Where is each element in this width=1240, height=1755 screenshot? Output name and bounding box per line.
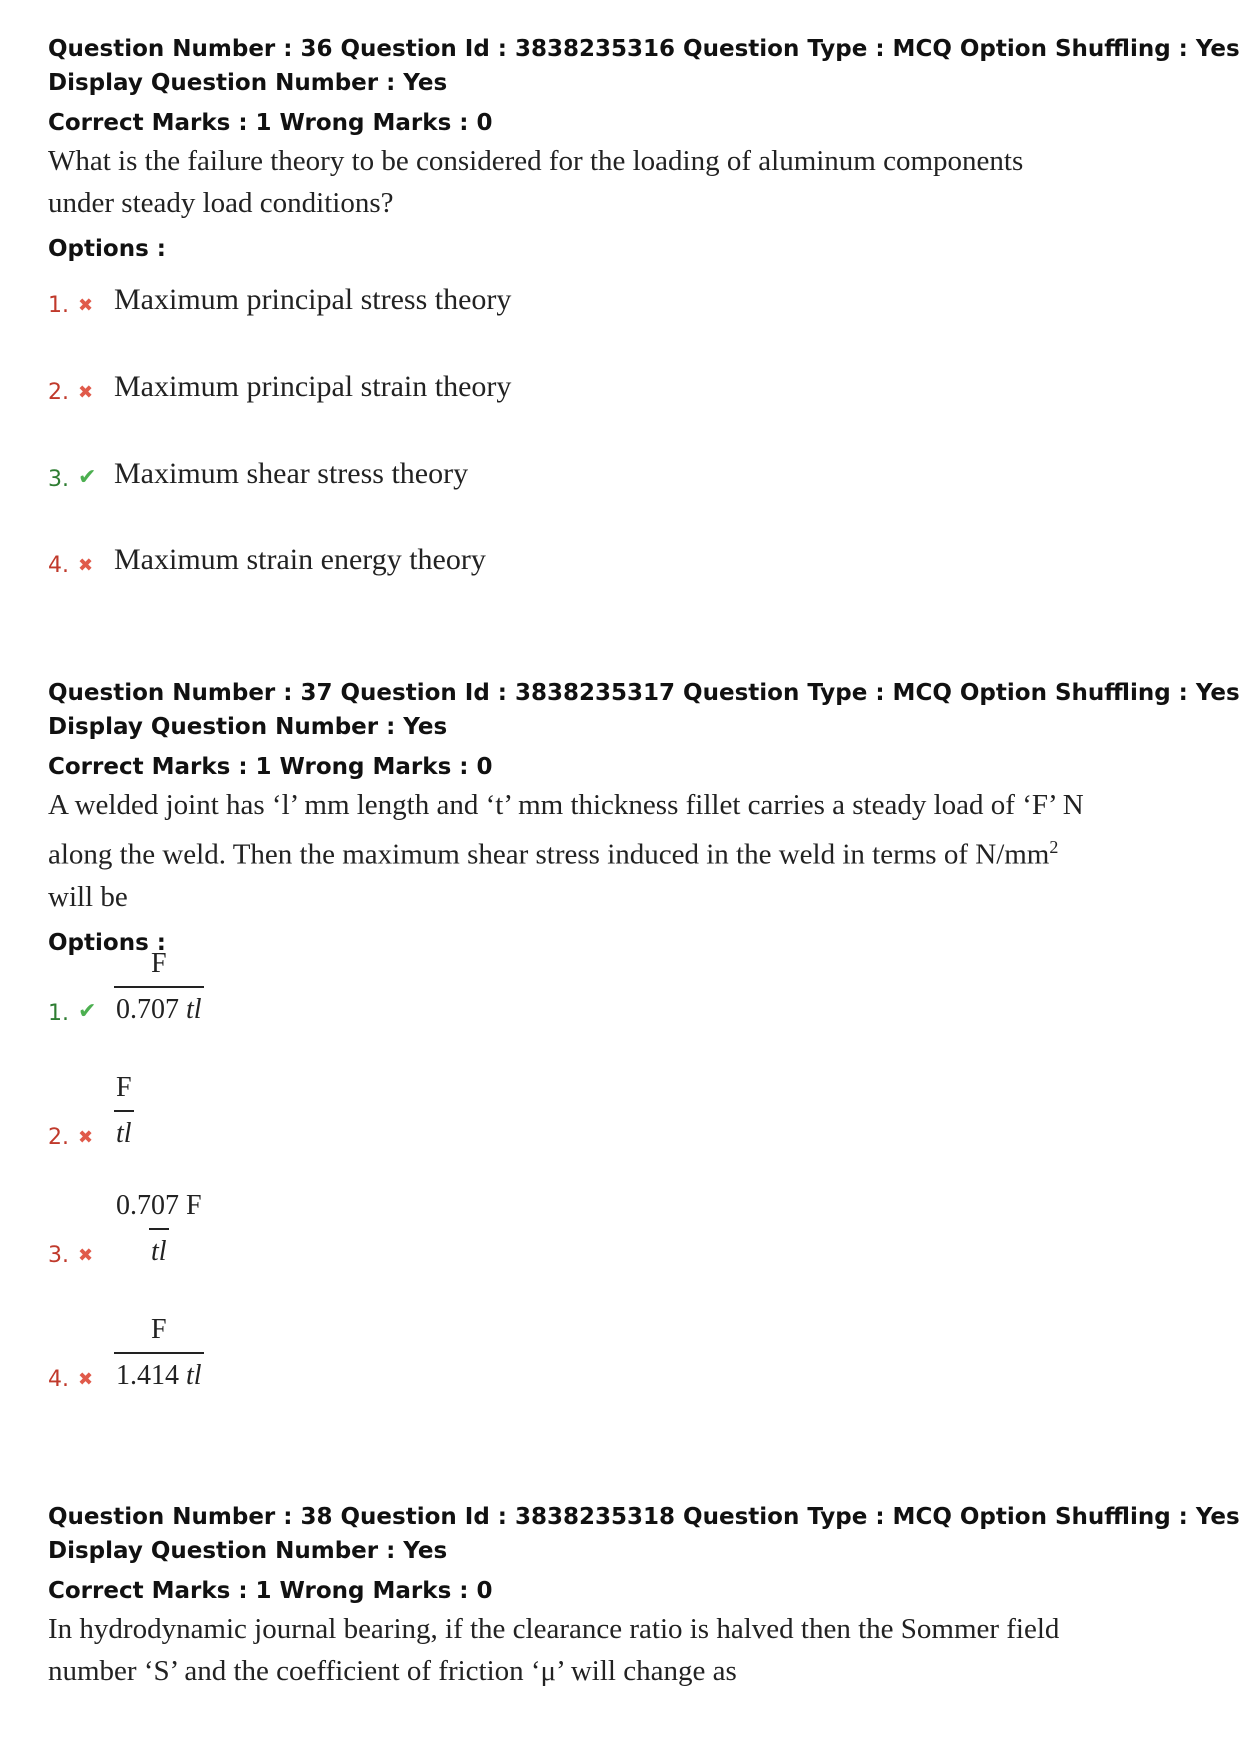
option-number: 2. [48,1125,69,1150]
option-number: 4. [48,553,69,578]
fraction [114,1314,204,1392]
options-label: Options : [48,929,166,956]
display-question-number: Display Question Number : Yes [48,1538,448,1564]
question-header: Question Number : 38 Question Id : 3838235318 Question Type : MCQ Option Shuffling : Yes [48,1504,1240,1530]
option-number: 3. [48,467,69,492]
option-text: Maximum strain energy theory [114,543,486,576]
stem-line: number ‘S’ and the coefficient of friction ‘μ’ will change as [48,1655,737,1687]
stem-line: will be [48,880,128,913]
check-mark-icon: ✔ [78,465,97,490]
question-38 [48,1500,1240,1692]
stem-line: A welded joint has ‘l’ mm length and ‘t’ mm thickness fillet carries a steady load of ‘F’ N [48,789,1084,821]
options-label: Options : [48,236,166,262]
question-header: Question Number : 36 Question Id : 3838235316 Question Type : MCQ Option Shuffling : Yes [48,36,1240,62]
numerator: F [116,1072,132,1103]
option-number: 2. [48,380,69,405]
question-37 [48,676,1240,1392]
fraction [114,1072,134,1150]
question-header: Question Number : 37 Question Id : 3838235317 Question Type : MCQ Option Shuffling : Yes [48,680,1240,706]
cross-mark-icon: ✖ [78,1245,94,1266]
option-2 [48,1072,134,1150]
denominator-variable: tl [186,994,202,1025]
option-number: 3. [48,1243,69,1268]
stem-line-text: along the weld. Then the maximum shear stress induced in the weld in terms of N/mm [48,838,1050,871]
stem-line [48,826,1208,876]
denominator: tl [149,1228,169,1268]
option-text: Maximum shear stress theory [114,457,469,490]
option-1 [48,282,511,318]
marks-info: Correct Marks : 1 Wrong Marks : 0 [48,110,493,136]
option-4 [48,542,486,578]
numerator: F [150,1314,167,1345]
option-2 [48,369,511,405]
cross-mark-icon: ✖ [78,295,94,316]
denominator [114,986,204,1026]
marks-info: Correct Marks : 1 Wrong Marks : 0 [48,754,493,780]
question-stem [48,784,1208,918]
denominator-variable: tl [186,1360,202,1391]
cross-mark-icon: ✖ [78,555,94,576]
denominator [114,1352,204,1392]
numerator: F [150,948,167,979]
check-mark-icon: ✔ [78,999,97,1024]
option-1 [48,948,204,1026]
fraction [114,1190,204,1268]
option-number: 1. [48,1001,69,1026]
cross-mark-icon: ✖ [78,382,94,403]
option-text: Maximum principal strain theory [114,370,512,403]
stem-line: What is the failure theory to be considered for the loading of aluminum components [48,145,1024,177]
display-question-number: Display Question Number : Yes [48,70,448,96]
option-4 [48,1314,204,1392]
stem-line: under steady load conditions? [48,187,394,219]
option-text: Maximum principal stress theory [114,283,512,316]
display-question-number: Display Question Number : Yes [48,714,448,740]
question-stem [48,140,1208,224]
option-number: 4. [48,1367,69,1392]
fraction [114,948,204,1026]
option-3 [48,456,468,492]
option-number: 1. [48,293,69,318]
denominator-coefficient: 1.414 [116,1360,179,1391]
numerator: 0.707 F [116,1190,202,1221]
denominator-coefficient: 0.707 [116,994,179,1025]
cross-mark-icon: ✖ [78,1127,94,1148]
stem-line: In hydrodynamic journal bearing, if the clearance ratio is halved then the Sommer field [48,1613,1060,1645]
question-stem [48,1608,1208,1692]
question-36 [48,32,1240,578]
marks-info: Correct Marks : 1 Wrong Marks : 0 [48,1578,493,1604]
cross-mark-icon: ✖ [78,1369,94,1390]
stem-superscript: 2 [1049,837,1059,857]
option-3 [48,1190,204,1268]
denominator: tl [114,1110,134,1150]
